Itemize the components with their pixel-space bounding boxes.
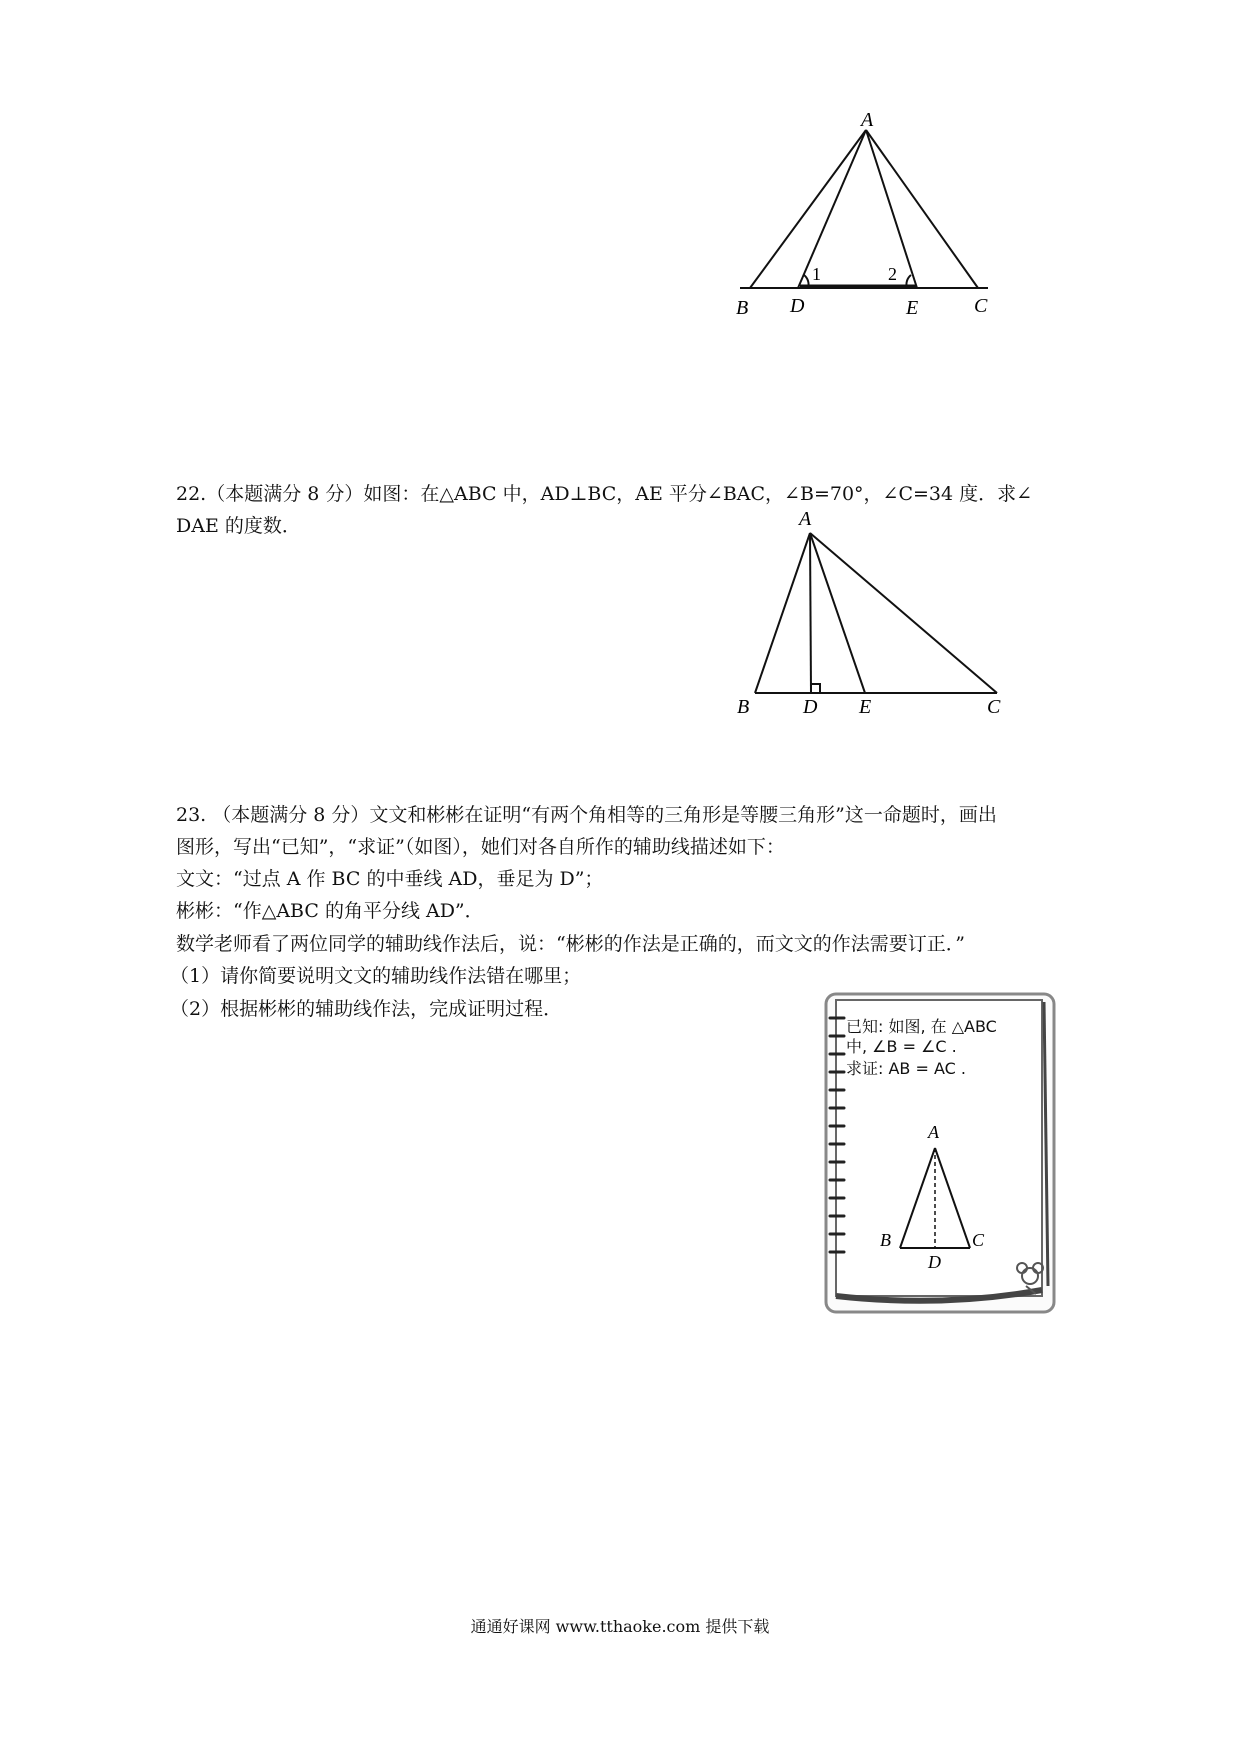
notebook-given-line1: 已知: 如图, 在 △ABC (846, 1017, 997, 1036)
notebook-figure (822, 990, 1062, 1320)
q22-label-B: B (737, 696, 750, 715)
q22-label-D: D (803, 696, 818, 715)
q22-label-E: E (859, 696, 872, 715)
notebook-label-C: C (972, 1230, 985, 1250)
q23-line3: 文文：“过点 A 作 BC 的中垂线 AD，垂足为 D”； (176, 868, 604, 890)
fig1-label-C: C (974, 295, 988, 317)
fig1-label-D: D (790, 295, 805, 317)
notebook-prove-line: 求证: AB = AC . (846, 1059, 966, 1078)
fig1-angle-1: 1 (812, 264, 821, 284)
q22-label-A: A (799, 508, 812, 530)
fig1-label-A: A (861, 110, 874, 131)
q23-part2: （2）根据彬彬的辅助线作法，完成证明过程． (170, 998, 563, 1020)
q23-line1: 23. （本题满分 8 分）文文和彬彬在证明“有两个角相等的三角形是等腰三角形”这一命题时，画出 (176, 804, 997, 826)
notebook-label-B: B (880, 1230, 891, 1250)
q22-label-C: C (987, 696, 1001, 715)
q23-line4: 彬彬：“作△ABC 的角平分线 AD”． (176, 900, 484, 922)
q23-line5: 数学老师看了两位同学的辅助线作法后，说：“彬彬的作法是正确的，而文文的作法需要订正．” (176, 933, 965, 955)
notebook-label-A: A (928, 1122, 939, 1142)
page-footer: 通通好课网 www.tthaoke.com 提供下载 (470, 1617, 770, 1636)
notebook-given-line2: 中, ∠B = ∠C . (846, 1037, 957, 1056)
q23-part1: （1）请你简要说明文文的辅助线作法错在哪里； (170, 965, 582, 987)
q23-line2: 图形，写出“已知”，“求证”（如图），她们对各自所作的辅助线描述如下： (176, 836, 785, 858)
fig1-label-B: B (736, 297, 749, 319)
notebook-label-D: D (928, 1252, 941, 1272)
q22-line1: 22.（本题满分 8 分）如图：在△ABC 中，AD⊥BC，AE 平分∠BAC，∠B=70°，∠C=34 度．求∠ (176, 483, 1033, 505)
figure-triangle-angles (720, 110, 1020, 325)
q22-figure-triangle (725, 505, 1020, 715)
q22-line2: DAE 的度数． (176, 515, 301, 537)
fig1-label-E: E (906, 297, 919, 319)
fig1-angle-2: 2 (888, 264, 897, 284)
